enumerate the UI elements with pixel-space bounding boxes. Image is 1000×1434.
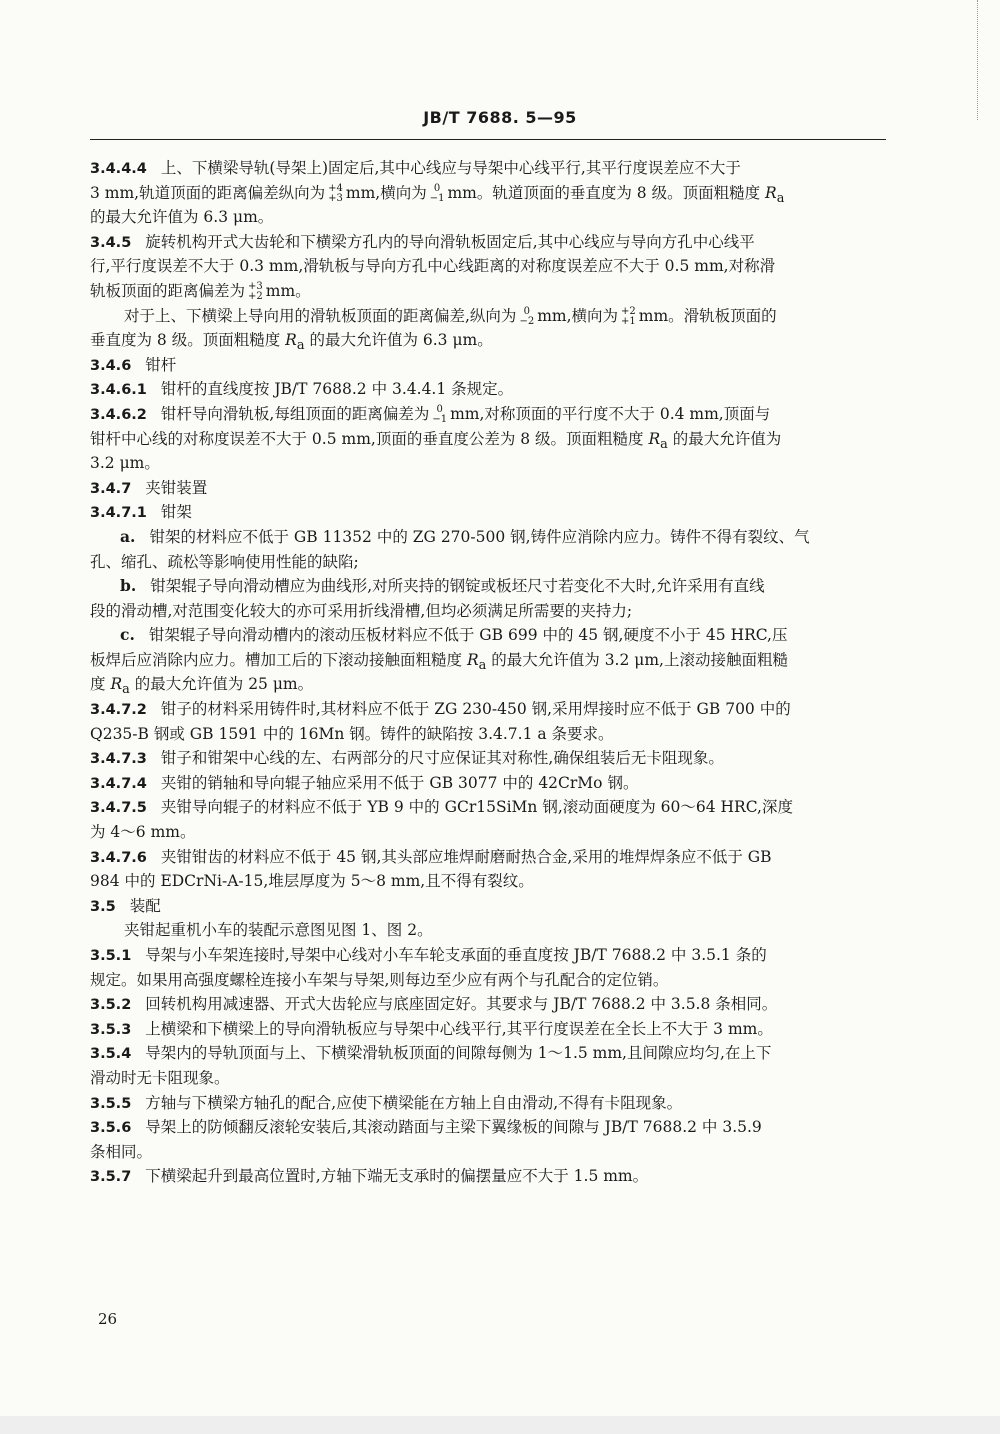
clause-number: 3.4.4.4 xyxy=(90,161,147,177)
tolerance-stack xyxy=(328,184,343,204)
clause-text: 上、下横梁导轨(导架上)固定后,其中心线应与导架中心线平行,其平行度误差应不大于 xyxy=(160,159,741,177)
clause-3-4-7-2-line1 xyxy=(90,697,880,722)
tolerance-upper: +3 xyxy=(248,280,263,292)
clause-number: 3.4.6.2 xyxy=(90,406,147,423)
item-a-line1 xyxy=(90,525,880,550)
clause-number: 3.5 xyxy=(90,898,116,915)
clause-number: 3.4.7.1 xyxy=(90,505,147,522)
item-a-line2: 孔、缩孔、疏松等影响使用性能的缺陷; xyxy=(90,552,359,571)
clause-3-4-6-2-line3: 3.2 μm。 xyxy=(90,454,160,473)
clause-text: 钳杆的直线度按 JB/T 7688.2 中 3.4.4.1 条规定。 xyxy=(160,380,514,399)
clause-3-4-7-2-line2: Q235-B 钢或 GB 1591 中的 16Mn 钢。铸件的缺陷按 3.4.7.1 a 条要求。 xyxy=(90,724,614,743)
clause-3-4-4-4-line1 xyxy=(90,156,880,181)
clause-number: 3.4.7.4 xyxy=(90,775,147,792)
clause-3-5-6-line1 xyxy=(90,1115,880,1140)
clause-text: mm,对称顶面的平行度不大于 0.4 mm,顶面与 xyxy=(450,404,771,423)
clause-text: 钳子和钳架中心线的左、右两部分的尺寸应保证其对称性,确保组装后无卡阻现象。 xyxy=(160,749,724,768)
scan-edge-marks xyxy=(971,0,978,120)
clause-3-5-1-line1 xyxy=(90,943,880,968)
clause-3-4-5-line1 xyxy=(90,230,880,255)
item-c-line3: 度 $R_a$ 的最大允许值为 25 μm。 xyxy=(90,675,314,698)
page-number: 26 xyxy=(98,1310,118,1328)
clause-number: 3.4.7.2 xyxy=(90,702,147,719)
item-text: 的最大允许值为 3.2 μm,上滚动接触面粗糙 xyxy=(491,650,788,669)
clause-text: mm,横向为 xyxy=(345,183,427,202)
roughness-symbol: R xyxy=(648,429,661,448)
clause-3-4-7-4 xyxy=(90,771,880,796)
clause-3-5-4-line1 xyxy=(90,1041,880,1066)
tolerance-lower: +1 xyxy=(621,315,636,327)
clause-number: 3.4.6 xyxy=(90,357,132,374)
clause-text: 3 mm,轨道顶面的距离偏差纵向为 xyxy=(90,183,326,202)
document-body xyxy=(90,156,880,1189)
item-c-line2: 板焊后应消除内应力。槽加工后的下滚动接触面粗糙度 $R_a$ 的最大允许值为 3.2 μm,上滚动接触面粗糙 xyxy=(90,650,788,673)
tolerance-upper: +2 xyxy=(621,305,636,317)
tolerance-upper: 0 xyxy=(433,182,441,194)
clause-text: 下横梁起升到最高位置时,方轴下端无支承时的偏摆量应不大于 1.5 mm。 xyxy=(145,1167,649,1186)
clause-number: 3.4.7.5 xyxy=(90,800,147,817)
paragraph-text: mm,横向为 xyxy=(537,306,619,325)
clause-number: 3.5.4 xyxy=(90,1046,132,1063)
clause-text: 方轴与下横梁方轴孔的配合,应使下横梁能在方轴上自由滑动,不得有卡阻现象。 xyxy=(145,1093,683,1112)
tolerance-upper: 0 xyxy=(436,403,443,415)
clause-text: 钳子的材料采用铸件时,其材料应不低于 ZG 230-450 钢,采用焊接时应不低于 GB 700 中的 xyxy=(160,700,791,719)
clause-text: mm。轨道顶面的垂直度为 8 级。顶面粗糙度 xyxy=(447,183,761,202)
clause-text: 导架上的防倾翻反滚轮安装后,其滚动踏面与主梁下翼缘板的间隙与 JB/T 7688.2 中 3.5.9 xyxy=(145,1118,762,1137)
clause-text: 上横梁和下横梁上的导向滑轨板应与导架中心线平行,其平行度误差在全长上不大于 3 mm。 xyxy=(145,1019,773,1038)
clause-text: 夹钳钳齿的材料应不低于 45 钢,其头部应堆焊耐磨耐热合金,采用的堆焊焊条应不低于 GB xyxy=(160,847,772,866)
clause-text: mm。 xyxy=(265,281,311,300)
roughness-symbol: R xyxy=(285,331,297,350)
clause-3-4-7-5-line2: 为 4～6 mm。 xyxy=(90,823,196,842)
clause-3-5-3 xyxy=(90,1017,880,1042)
item-label: a. xyxy=(120,526,136,546)
clause-number: 3.4.7.6 xyxy=(90,849,147,866)
clause-3-4-6-2-line2: 钳杆中心线的对称度误差不大于 0.5 mm,顶面的垂直度公差为 8 级。顶面粗糙度 $R_a$ 的最大允许值为 xyxy=(90,429,782,452)
clause-3-4-6-1 xyxy=(90,377,880,402)
clause-3-5-2 xyxy=(90,992,880,1017)
item-label: c. xyxy=(120,625,135,645)
tolerance-stack xyxy=(432,405,447,425)
tolerance-stack xyxy=(430,184,445,204)
clause-number: 3.4.7.3 xyxy=(90,751,147,768)
clause-text: 钳杆中心线的对称度误差不大于 0.5 mm,顶面的垂直度公差为 8 级。顶面粗糙度 xyxy=(90,429,644,448)
clause-3-5-6-line2: 条相同。 xyxy=(90,1142,153,1161)
tolerance-upper: 0 xyxy=(523,305,530,317)
clause-text: 夹钳的销轴和导向辊子轴应采用不低于 GB 3077 中的 42CrMo 钢。 xyxy=(160,773,639,792)
clause-number: 3.5.6 xyxy=(90,1120,132,1137)
item-label: b. xyxy=(120,576,137,596)
paragraph-assembly-figures: 夹钳起重机小车的装配示意图见图 1、图 2。 xyxy=(124,921,433,940)
paragraph-text: 垂直度为 8 级。顶面粗糙度 xyxy=(90,331,281,350)
item-b-line2: 段的滑动槽,对范围变化较大的亦可采用折线滑槽,但均必须满足所需要的夹持力; xyxy=(90,601,633,620)
clause-3-4-7-3 xyxy=(90,746,880,771)
section-heading: 装配 xyxy=(129,896,161,915)
clause-3-5-1-line2: 规定。如果用高强度螺栓连接小车架与导架,则每边至少应有两个与孔配合的定位销。 xyxy=(90,970,669,989)
section-3-5 xyxy=(90,894,880,919)
clause-3-5-4-line2: 滑动时无卡阻现象。 xyxy=(90,1068,230,1087)
item-b-line1 xyxy=(90,574,880,599)
clause-3-4-7-6-line1 xyxy=(90,845,880,870)
section-heading: 钳架 xyxy=(160,503,192,522)
roughness-symbol: R xyxy=(466,650,479,669)
paragraph-text: mm。滑轨板顶面的 xyxy=(638,306,777,325)
clause-text: 导架与小车架连接时,导架中心线对小车车轮支承面的垂直度按 JB/T 7688.2 中 3.5.1 条的 xyxy=(145,946,767,964)
clause-number: 3.5.3 xyxy=(90,1021,132,1038)
tolerance-lower: −2 xyxy=(519,315,535,327)
clause-text: 轨板顶面的距离偏差为 xyxy=(90,281,246,300)
paragraph-text: 对于上、下横梁上导向用的滑轨板顶面的距离偏差,纵向为 xyxy=(124,306,517,325)
item-c-line1 xyxy=(90,623,880,648)
clause-text: 回转机构用减速器、开式大齿轮应与底座固定好。其要求与 JB/T 7688.2 中 3.5.8 条相同。 xyxy=(145,995,778,1014)
roughness-symbol: R xyxy=(110,675,123,694)
tolerance-lower: −1 xyxy=(432,413,448,425)
item-text: 钳架辊子导向滑动槽内的滚动压板材料应不低于 GB 699 中的 45 钢,硬度不小于 45 HRC,压 xyxy=(148,626,788,645)
item-text: 钳架的材料应不低于 GB 11352 中的 ZG 270-500 钢,铸件应消除内应力。铸件不得有裂纹、气 xyxy=(149,527,810,546)
paragraph-slide-rail-line2: 垂直度为 8 级。顶面粗糙度 $R_a$ 的最大允许值为 6.3 μm。 xyxy=(90,331,493,354)
tolerance-lower: +3 xyxy=(328,192,343,204)
header-rule xyxy=(90,139,886,140)
clause-3-5-5 xyxy=(90,1091,880,1116)
tolerance-lower: −1 xyxy=(429,192,445,204)
roughness-symbol: R xyxy=(765,183,777,202)
clause-number: 3.5.7 xyxy=(90,1169,132,1186)
tolerance-stack xyxy=(621,307,636,327)
clause-number: 3.4.6.1 xyxy=(90,382,147,399)
clause-text: 的最大允许值为 xyxy=(672,429,782,448)
clause-text: 夹钳导向辊子的材料应不低于 YB 9 中的 GCr15SiMn 钢,滚动面硬度为 60～64 HRC,深度 xyxy=(160,798,793,817)
item-text: 的最大允许值为 25 μm。 xyxy=(134,675,314,694)
clause-number: 3.5.1 xyxy=(90,948,132,964)
section-heading: 夹钳装置 xyxy=(145,478,208,497)
clause-3-4-4-4-line3: 的最大允许值为 6.3 μm。 xyxy=(90,208,274,227)
section-3-4-7-1 xyxy=(90,500,880,525)
clause-3-4-4-4-line2: 3 mm,轨道顶面的距离偏差纵向为 +4 +3 mm,横向为 0 −1 mm。轨道顶面的垂直度为 8 级。顶面粗糙度 $R_a$ xyxy=(90,182,785,206)
section-3-4-6 xyxy=(90,353,880,378)
tolerance-stack xyxy=(248,282,263,302)
clause-3-4-7-6-line2: 984 中的 EDCrNi-A-15,堆层厚度为 5～8 mm,且不得有裂纹。 xyxy=(90,872,534,891)
clause-3-4-5-line3 xyxy=(90,279,880,304)
paragraph-text: 的最大允许值为 6.3 μm。 xyxy=(309,331,493,350)
item-text: 板焊后应消除内应力。槽加工后的下滚动接触面粗糙度 xyxy=(90,650,463,669)
clause-number: 3.4.5 xyxy=(90,234,132,251)
clause-text: 旋转机构开式大齿轮和下横梁方孔内的导向滑轨板固定后,其中心线应与导向方孔中心线平 xyxy=(145,232,755,251)
item-text: 度 xyxy=(90,675,106,694)
tolerance-stack xyxy=(519,307,534,327)
clause-3-5-7 xyxy=(90,1164,880,1189)
section-3-4-7 xyxy=(90,476,880,501)
item-text: 钳架辊子导向滑动槽应为曲线形,对所夹持的钢锭或板坯尺寸若变化不大时,允许采用有直线 xyxy=(150,577,765,596)
scan-bottom-strip xyxy=(0,1416,1000,1434)
tolerance-lower: +2 xyxy=(248,290,263,302)
clause-3-4-5-line2: 行,平行度误差不大于 0.3 mm,滑轨板与导向方孔中心线距离的对称度误差应不大于 0.5 mm,对称滑 xyxy=(90,257,776,276)
clause-number: 3.5.2 xyxy=(90,997,132,1014)
section-heading: 钳杆 xyxy=(145,355,177,374)
clause-3-4-7-5-line1 xyxy=(90,795,880,820)
tolerance-upper: +4 xyxy=(328,182,343,194)
clause-text: 导架内的导轨顶面与上、下横梁滑轨板顶面的间隙每侧为 1～1.5 mm,且间隙应均匀,在上下 xyxy=(145,1044,772,1063)
clause-number: 3.5.5 xyxy=(90,1095,132,1112)
clause-number: 3.4.7 xyxy=(90,480,132,497)
page-header: JB/T 7688. 5—95 xyxy=(423,108,577,127)
clause-text: 钳杆导向滑轨板,每组顶面的距离偏差为 xyxy=(160,404,430,423)
clause-3-4-6-2-line1 xyxy=(90,402,880,427)
paragraph-slide-rail-line1 xyxy=(90,304,880,329)
